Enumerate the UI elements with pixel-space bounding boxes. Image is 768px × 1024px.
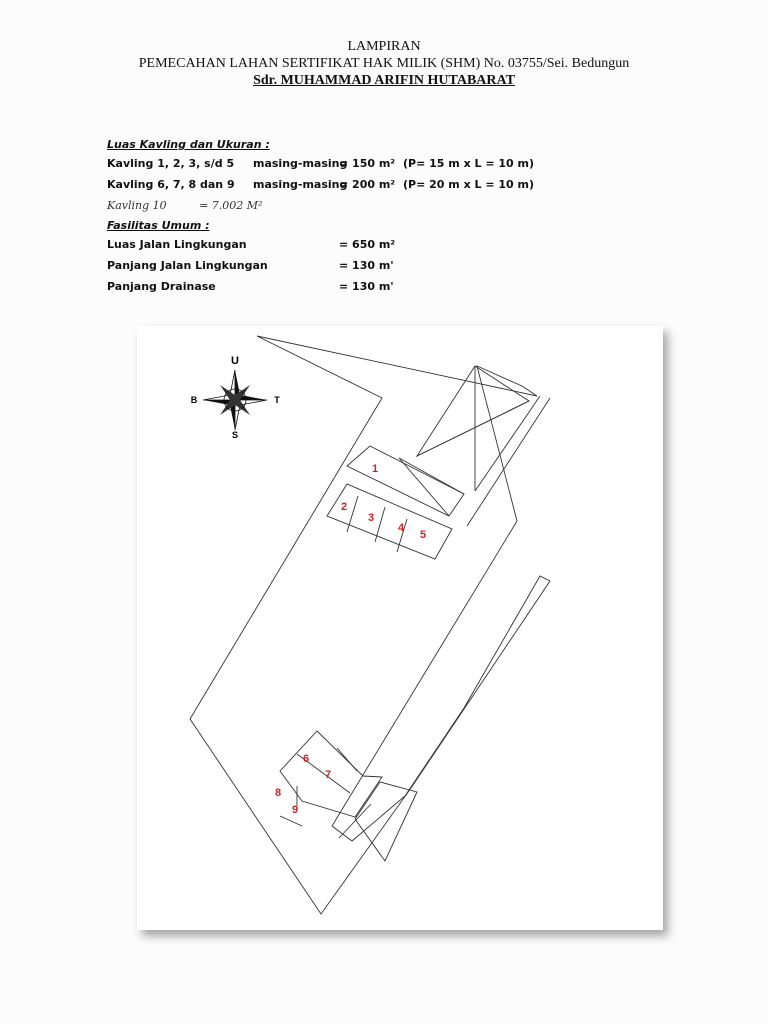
compass-east-label: T xyxy=(274,395,280,405)
kavling-10-label: Kavling 10 xyxy=(107,199,167,212)
compass-south-label: S xyxy=(231,430,239,440)
parcel-outline xyxy=(190,336,550,914)
compass-rose-icon xyxy=(203,370,267,430)
fasilitas-label: Luas Jalan Lingkungan xyxy=(107,238,247,251)
kavling-label: Kavling 6, 7, 8 dan 9 xyxy=(107,178,235,191)
fasilitas-label: Panjang Jalan Lingkungan xyxy=(107,259,268,272)
fasilitas-heading: Fasilitas Umum : xyxy=(107,219,210,232)
plot-info-section xyxy=(107,138,627,301)
kavling-each: masing-masing xyxy=(253,178,348,191)
plot-number: 5 xyxy=(420,529,427,541)
fasilitas-value: = 650 m² xyxy=(339,238,396,251)
compass-north-label: U xyxy=(231,355,239,367)
plot-number: 1 xyxy=(372,463,379,475)
plot-number: 3 xyxy=(368,512,375,524)
header-subtitle: PEMECAHAN LAHAN SERTIFIKAT HAK MILIK (SHM) No. 03755/Sei. Bedungun xyxy=(138,56,630,71)
kavling-10-value: = 7.002 M² xyxy=(199,199,263,212)
plot-number: 7 xyxy=(325,769,332,781)
plot-number: 6 xyxy=(303,753,310,765)
document-header xyxy=(0,38,768,89)
kavling-10-handwritten xyxy=(107,199,627,219)
compass-west-label: B xyxy=(190,395,198,405)
header-owner: Sdr. MUHAMMAD ARIFIN HUTABARAT xyxy=(253,73,515,88)
plot-number: 4 xyxy=(398,522,405,534)
fasilitas-value: = 130 m' xyxy=(339,259,394,272)
plot-number: 8 xyxy=(275,787,282,799)
site-plan-drawing xyxy=(137,326,663,930)
fasilitas-value: = 130 m' xyxy=(339,280,394,293)
header-title: LAMPIRAN xyxy=(347,39,421,54)
site-plan-sheet xyxy=(137,326,663,930)
kavling-label: Kavling 1, 2, 3, s/d 5 xyxy=(107,157,235,170)
kavling-area: = 200 m² xyxy=(339,178,396,191)
kavling-row xyxy=(107,157,627,178)
fasilitas-row xyxy=(107,238,627,259)
plot-number: 2 xyxy=(341,501,348,513)
kavling-each: masing-masing xyxy=(253,157,348,170)
plot-number: 9 xyxy=(292,804,299,816)
fasilitas-label: Panjang Drainase xyxy=(107,280,216,293)
fasilitas-row xyxy=(107,259,627,280)
kavling-heading: Luas Kavling dan Ukuran : xyxy=(107,138,270,151)
kavling-dims: (P= 15 m x L = 10 m) xyxy=(403,157,535,170)
kavling-row xyxy=(107,178,627,199)
kavling-dims: (P= 20 m x L = 10 m) xyxy=(403,178,535,191)
fasilitas-row xyxy=(107,280,627,301)
kavling-area: = 150 m² xyxy=(339,157,396,170)
